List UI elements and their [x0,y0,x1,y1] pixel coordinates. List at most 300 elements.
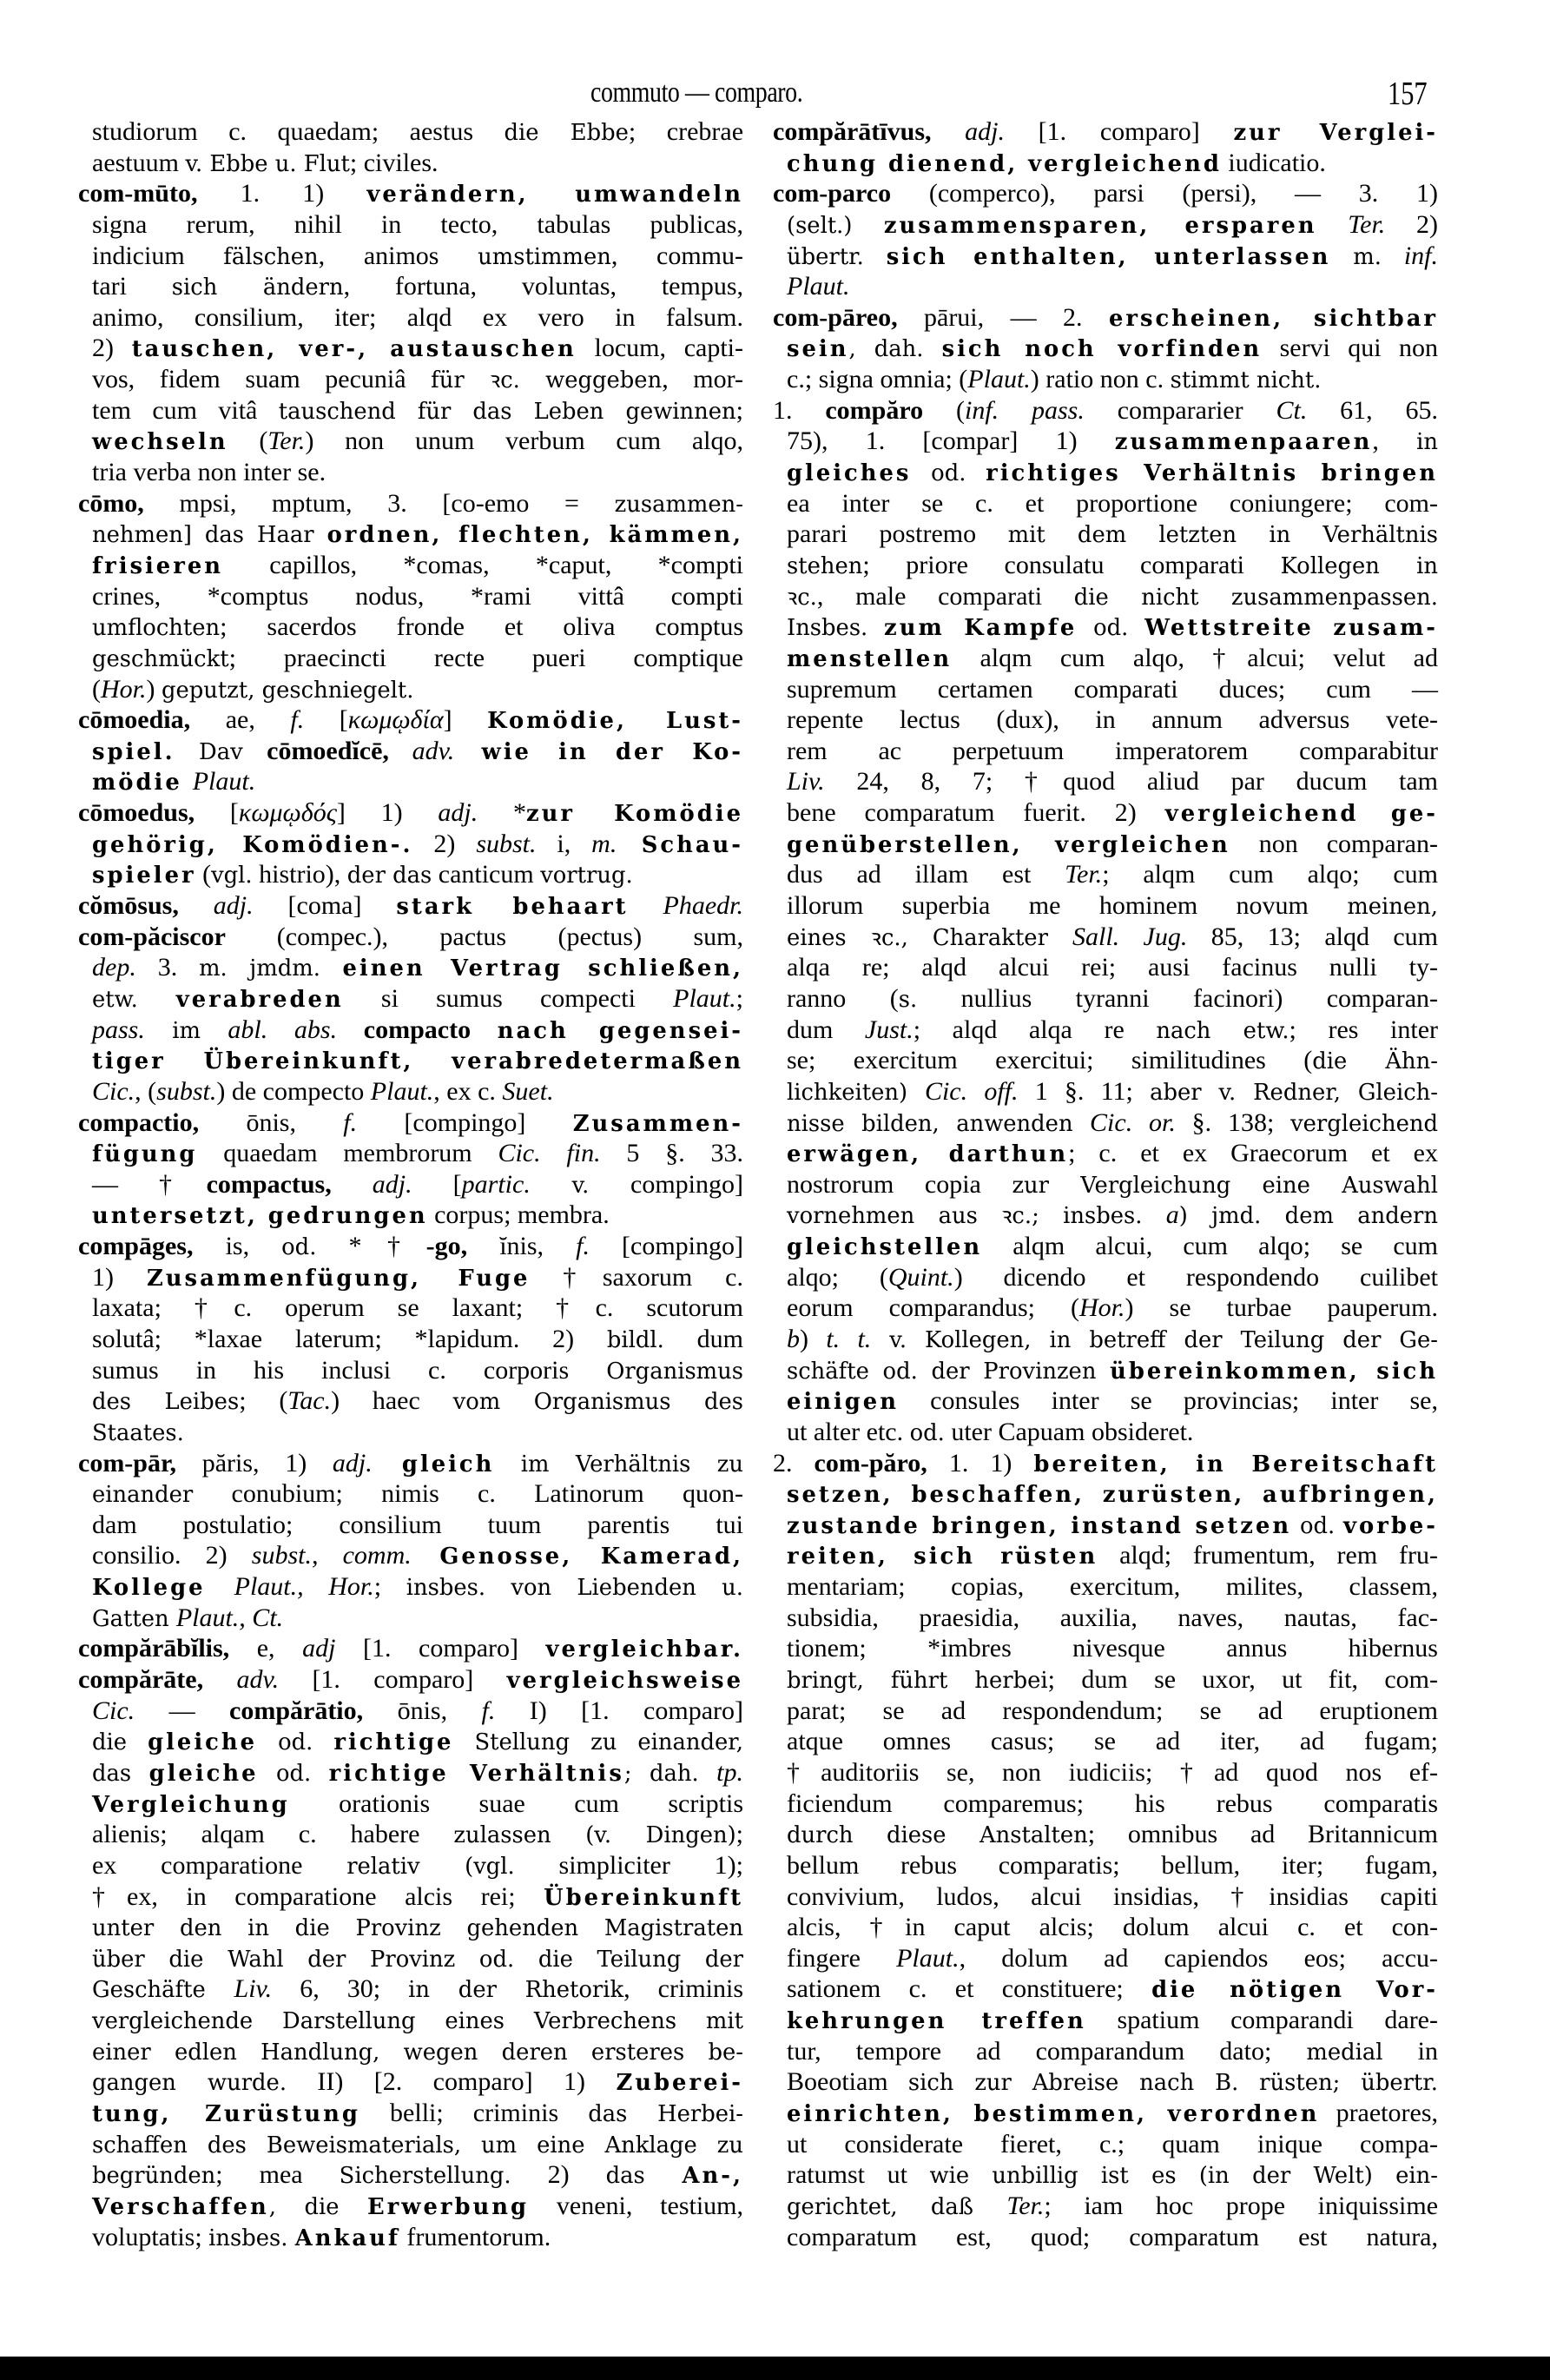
italic-abbrev: Ter. [1006,2191,1045,2220]
latin-text: laxata; †c. operum se laxant; †c. scutorum [92,1293,743,1323]
latin-text: ; priore consulatu comparati [862,550,1281,579]
entry-text-line [78,1726,743,1757]
entry-text-line [773,271,1438,302]
german-gloss: sich ändern [171,274,344,301]
line-text [92,2222,743,2255]
latin-text: 2) [92,334,132,363]
german-gloss: zur Verglei- [1233,120,1438,146]
german-gloss: geputzt, geschniegelt. [162,677,414,704]
entry-text-line [78,426,743,457]
entry-text-line [78,302,743,334]
german-gloss: im Verhältnis zu [494,1451,743,1478]
line-text [78,1107,743,1140]
latin-text: non comparan- [1230,829,1438,858]
latin-text: iudicatio. [1221,148,1326,177]
german-gloss: ; dah. [623,1760,717,1787]
latin-text: ; mea [215,2160,340,2190]
latin-text: (comperco), parsi (persi), — 3. 1) [928,179,1438,208]
entry-text-line [773,1603,1438,1634]
entry-text-line [78,2129,743,2160]
entry-text-line [773,2191,1438,2222]
entry-text-line [773,1633,1438,1664]
line-text [787,209,1438,242]
italic-abbrev: Plaut., Hor. [234,1572,374,1602]
latin-text: canticum [432,860,541,889]
line-text [92,1417,743,1450]
italic-abbrev: adj. [332,1448,373,1478]
latin-text: 1. 1) [240,179,367,208]
entry-text-line [78,1262,743,1293]
line-text [787,1912,1438,1943]
latin-text: , ex c. [433,1076,503,1106]
line-text [787,519,1438,552]
headword: cōmo, [78,488,180,518]
line-text [787,1881,1438,1913]
italic-abbrev: subst. [476,829,537,858]
entry-text-line [78,766,743,797]
latin-text [1317,210,1349,239]
german-gloss: Dav [175,738,267,765]
latin-text: ; c. et ex Graecorum et ex [1068,1139,1438,1168]
line-text [92,271,743,304]
entry-text-line [78,581,743,612]
latin-text: — [135,1696,230,1725]
line-text [787,1510,1438,1543]
line-text [92,612,743,645]
entry-headword-line [78,1448,743,1479]
italic-abbrev: f. [343,1107,358,1137]
entry-text-line [78,1355,743,1386]
latin-text: 85, 13; alqd cum [1187,922,1438,951]
entry-text-line [78,457,743,488]
german-gloss: bildl. [606,1326,664,1353]
latin-text: tria verba non inter se. [92,458,326,487]
latin-text: studiorum c. quaedam; aestus [92,117,505,146]
line-text [92,1262,743,1295]
latin-text: ; ( [239,1386,288,1416]
line-text [92,1850,743,1883]
german-gloss: unter den in die Provinz gehenden Magistraten [92,1915,743,1942]
entry-text-line [78,1015,743,1046]
italic-abbrev: Ter. [1348,209,1386,239]
latin-text: conubium; nimis c. Latinorum quon- [193,1479,743,1509]
german-gloss: s. [898,986,918,1013]
line-text [787,890,1438,923]
entry-headword-line [78,1231,743,1262]
german-gloss: vergleichende Darstellung eines Verbrechens mit [92,2008,743,2035]
german-gloss: An-, [682,2163,743,2190]
italic-abbrev: Suet. [502,1076,554,1106]
entry-text-line [78,1973,743,2005]
line-text [787,457,1438,490]
line-text [92,1015,743,1048]
italic-abbrev: a [1165,1200,1179,1230]
entry-text-line [78,1385,743,1417]
german-gloss: etw. [92,986,176,1013]
italic-abbrev: inf. pass. [964,395,1085,425]
entry-headword-line [773,395,1438,426]
german-gloss: in [1416,429,1439,456]
german-gloss: die Ähn- [1312,1048,1438,1075]
line-text [787,2036,1438,2069]
german-gloss: die nötigen Vor- [1151,1977,1438,2004]
german-gloss: (selt.) [787,212,884,239]
german-gloss: eines ꝛc., Charakter [787,924,1072,951]
latin-text: 2) [511,2160,606,2190]
entry-headword-line [78,178,743,209]
german-gloss: vergleichend [1290,1110,1438,1137]
latin-text: [compingo] [589,1232,743,1261]
line-text [787,2222,1438,2253]
german-gloss: das [92,1760,149,1787]
latin-text: ) de compecto [216,1076,371,1106]
line-text [787,1726,1438,1757]
line-text [92,1540,743,1573]
line-text [92,1571,743,1604]
line-text [787,1633,1438,1664]
entry-text-line [773,1417,1438,1448]
latin-text: ] [443,705,488,735]
german-gloss: m. jmdm. [199,955,343,982]
italic-abbrev: f. [576,1232,590,1261]
italic-abbrev: adj. [213,891,254,921]
entry-text-line [78,1850,743,1881]
latin-text: compararier [1084,395,1276,425]
german-gloss: tiger Übereinkunft, verabredetermaßen [92,1048,743,1075]
latin-text: ficiendum comparemus; his rebus comparatis [787,1788,1438,1818]
entry-text-line [78,1169,743,1200]
latin-text: * [478,798,526,828]
german-gloss: gleich [372,1451,495,1478]
entry-text-line [773,1200,1438,1231]
line-text [92,1324,743,1357]
latin-text: , male comparati [816,581,1074,611]
line-text [787,2159,1438,2192]
latin-text: ) haec [331,1386,453,1416]
latin-text: ōnis, [397,1696,482,1725]
line-text [92,2098,743,2131]
entry-headword-line [78,890,743,922]
entry-text-line [773,1076,1438,1107]
latin-text: , ( [135,1076,157,1106]
line-text [787,1262,1438,1293]
line-text [787,550,1438,583]
entry-text-line [78,1603,743,1634]
italic-abbrev: Tac. [287,1386,332,1416]
german-gloss: zustande bringen, instand setzen [787,1512,1292,1539]
german-gloss: durch diese Anstalten [787,1822,1088,1849]
latin-text: bene comparatum fuerit. 2) [787,798,1165,828]
line-text [787,797,1438,830]
italic-abbrev: m. [591,829,617,858]
german-gloss: umflochten [92,615,221,642]
entry-text-line [773,2129,1438,2160]
line-text [92,1200,743,1233]
entry-text-line [773,1107,1438,1139]
entry-text-line [78,1696,743,1727]
german-gloss: bringt, führt herbei [787,1668,1048,1695]
german-gloss: m. [1330,243,1404,270]
latin-text: alqo; ( [787,1262,888,1292]
line-text [787,704,1438,736]
headword: com-păciscor [78,922,277,951]
latin-text: tari [92,272,172,301]
latin-text: rem ac perpetuum imperatorem comparabitur [787,736,1438,765]
entry-text-line [78,1324,743,1355]
line-text [787,643,1438,676]
latin-text: [ [412,1169,462,1199]
latin-text: alqd; frumentum, rem fru- [1098,1541,1438,1570]
entry-text-line [78,1819,743,1850]
latin-text: comparatum est, quod; comparatum est natura, [787,2222,1438,2251]
latin-text: aestuum [92,148,186,177]
latin-text: praetores, [1319,2099,1438,2127]
italic-abbrev: Plaut. [370,1076,434,1106]
latin-text: is, [225,1232,282,1261]
latin-text: ; [735,983,743,1013]
headword: compăro [825,395,956,425]
line-text [787,581,1438,614]
german-gloss: wie unbillig ist es (in der Welt) ein- [929,2163,1438,2190]
line-text [787,2005,1438,2038]
line-text [787,364,1438,397]
line-text [78,1633,743,1666]
german-gloss: der das [346,863,432,889]
line-text [78,1664,743,1697]
german-gloss: vortrug. [540,863,633,889]
german-gloss: nach gegensei- [497,1017,744,1044]
german-gloss: od. [1077,615,1145,642]
line-text [787,1231,1438,1264]
entry-text-line [78,1138,743,1169]
line-text [92,2005,743,2038]
entry-text-line [773,1045,1438,1076]
german-gloss: od. [909,1419,945,1446]
german-gloss: zusammen- [614,491,743,518]
latin-text: †auditoriis se, non iudiciis; †ad quod nos ef- [787,1757,1438,1787]
entry-text-line [773,2159,1438,2191]
entry-headword-line [773,178,1438,209]
headword: cōmoedia, [78,705,226,735]
german-gloss: richtige Verhältnis [328,1760,624,1787]
latin-text: tionem; *imbres nivesque annus hibernus [787,1634,1438,1663]
latin-text: sumus in his inclusi c. corporis [92,1355,607,1385]
latin-text: tur, tempore ad comparandum dato; [787,2036,1307,2066]
entry-text-line [773,922,1438,953]
german-gloss: richtiges Verhältnis bringen [986,460,1438,487]
latin-text: sationem c. et constituere; [787,1974,1152,2004]
german-gloss: v. Kollegen, in betreff der Teilung der Ge- [871,1326,1439,1353]
german-gloss: die Ebbe [504,120,629,146]
italic-abbrev: Phaedr. [663,891,743,921]
running-title: commuto — comparo. [590,76,803,109]
german-gloss: vornehmen aus ꝛc.; insbes. [787,1203,1166,1230]
latin-text: ) [146,674,162,704]
german-gloss: Organismus [606,1358,743,1385]
entry-text-line [78,2159,743,2191]
latin-text: 1. [773,395,826,425]
headword: compāges, [78,1232,226,1261]
line-text [92,674,743,707]
entry-text-line [773,2005,1438,2036]
german-gloss: lichkeiten) [787,1079,925,1106]
german-gloss: gleichstellen [787,1234,983,1261]
entry-text-line [773,952,1438,983]
line-text [787,859,1438,890]
line-text [787,2191,1438,2224]
german-gloss: Verschaffen [92,2193,269,2220]
german-gloss: des Leibes [92,1389,240,1416]
entry-text-line [78,1881,743,1913]
entry-text-line [78,1510,743,1541]
italic-abbrev: f. [481,1696,496,1725]
german-gloss: insbes. [208,2225,295,2251]
german-gloss: Übereinkunft [544,1884,743,1911]
german-gloss: Vergleichung [92,1791,290,1818]
line-text [92,148,743,181]
line-text [92,1355,743,1388]
right-column [773,116,1438,2252]
german-gloss: das Herbei- [588,2101,743,2127]
line-text [787,1385,1438,1418]
line-text [92,2066,743,2099]
german-gloss: medial [1306,2039,1383,2066]
latin-text: 1 §. 11; [1018,1076,1151,1106]
latin-text: frumentorum. [399,2222,551,2251]
italic-abbrev: Cic. [92,1696,135,1725]
entry-headword-line [78,1107,743,1139]
entry-text-line [773,890,1438,922]
italic-abbrev: f. [290,705,305,735]
latin-text: ; dum se uxor, ut fit, com- [1047,1665,1438,1695]
german-gloss: schäfte od. der Provinzen [787,1358,1111,1385]
german-gloss: Geschäfte [92,1977,234,2004]
line-text [773,116,1438,149]
german-gloss: geschmückt [92,645,229,672]
line-text [92,426,743,459]
line-text [78,488,743,521]
german-gloss: gehörig, Komödien-. [92,831,413,858]
line-text [787,612,1438,645]
line-text [787,674,1438,705]
italic-abbrev: Hor. [1078,1293,1125,1323]
german-gloss: ordnen, flechten, kämmen, [326,522,743,549]
german-gloss: Stellung zu einander, [453,1729,743,1756]
latin-text: alcis, †in caput alcis; dolum alcui c. et con- [787,1913,1438,1942]
german-gloss: vorbe- [1343,1512,1438,1539]
german-gloss: erwägen, darthun [787,1141,1069,1168]
german-gloss: od. [258,1760,329,1787]
italic-abbrev: Hor. [101,674,147,704]
italic-abbrev: Cic. or. [1090,1107,1176,1137]
latin-text: , mor- [662,365,744,394]
german-gloss: einigen [787,1389,899,1416]
headword: com-păro, [814,1448,949,1478]
entry-text-line [773,2098,1438,2129]
german-gloss: spieler [92,863,196,889]
line-text [787,1788,1438,1820]
latin-text: ; praecincti recte pueri comptique [228,643,743,672]
entry-text-line [773,1881,1438,1913]
italic-abbrev: Plaut. [192,767,256,797]
entry-text-line [78,1045,743,1076]
line-text [92,766,743,799]
entry-text-line [773,1262,1438,1293]
latin-text: subsidia, praesidia, auxilia, naves, nautas, fac- [787,1603,1438,1632]
german-gloss: verabreden [175,986,344,1013]
entry-text-line [773,1696,1438,1727]
entry-text-line [78,364,743,395]
line-text [92,643,743,676]
entry-headword-line [773,116,1438,148]
entry-text-line [773,736,1438,767]
line-text [78,922,743,953]
german-gloss: einen Vertrag schließen, [342,955,743,982]
entry-text-line [773,519,1438,550]
latin-text: orationis suae cum scriptis [289,1788,743,1818]
latin-text: (compec.), pactus (pectus) sum, [276,922,743,951]
latin-text: II) [2. comparo] 1) [287,2067,617,2097]
latin-text: voluptatis; [92,2222,209,2251]
line-text [78,797,743,830]
line-text [92,1510,743,1541]
line-text [92,2129,743,2162]
latin-text: ; civiles. [349,148,439,177]
line-text [787,766,1438,797]
german-gloss: sich enthalten, unterlassen [886,243,1331,270]
left-column [78,116,743,2252]
entry-text-line [773,1571,1438,1603]
german-gloss: verändern, umwandeln [366,182,743,208]
line-text [78,704,743,737]
latin-text: ) dicendo et respondendo cuilibet [953,1262,1438,1292]
italic-abbrev: Plaut. [787,272,850,301]
german-gloss: spiel. [92,738,175,765]
entry-headword-line [78,1633,743,1664]
entry-text-line [773,2066,1438,2098]
latin-text: ( [955,395,965,425]
german-gloss: gangen wurde. [92,2070,287,2097]
entry-text-line [78,1292,743,1324]
german-gloss: od. [281,1234,317,1261]
latin-text: [coma] [253,891,397,921]
line-text [92,1169,743,1202]
line-text [787,1664,1438,1697]
german-gloss: Schau- [617,831,744,858]
line-text [787,736,1438,767]
german-gloss: gerichtet, daß [787,2193,1007,2220]
headword: com-pāreo, [773,302,924,332]
latin-text: consules inter se provincias; inter se, [898,1386,1438,1416]
german-gloss: od. [257,1729,334,1756]
latin-text: quaedam membrorum [197,1139,498,1168]
line-text [92,952,743,985]
entry-text-line [773,674,1438,705]
italic-abbrev: Ter. [267,426,306,456]
line-text [787,1696,1438,1727]
entry-text-line [78,1757,743,1788]
line-text [787,1850,1438,1881]
german-gloss: vergleichend ge- [1164,801,1438,828]
german-gloss: v. Ebbe u. Flut [185,150,350,177]
latin-text: locum, capti- [576,334,743,363]
latin-text: †ex, in comparatione alcis rei; [92,1881,544,1911]
latin-text: 2) [1385,209,1438,239]
german-gloss: in der Rhetorik [408,1977,624,2004]
line-text [787,1973,1438,2006]
italic-abbrev: Quint. [887,1262,954,1292]
german-gloss: vergleichsweise [506,1668,743,1695]
